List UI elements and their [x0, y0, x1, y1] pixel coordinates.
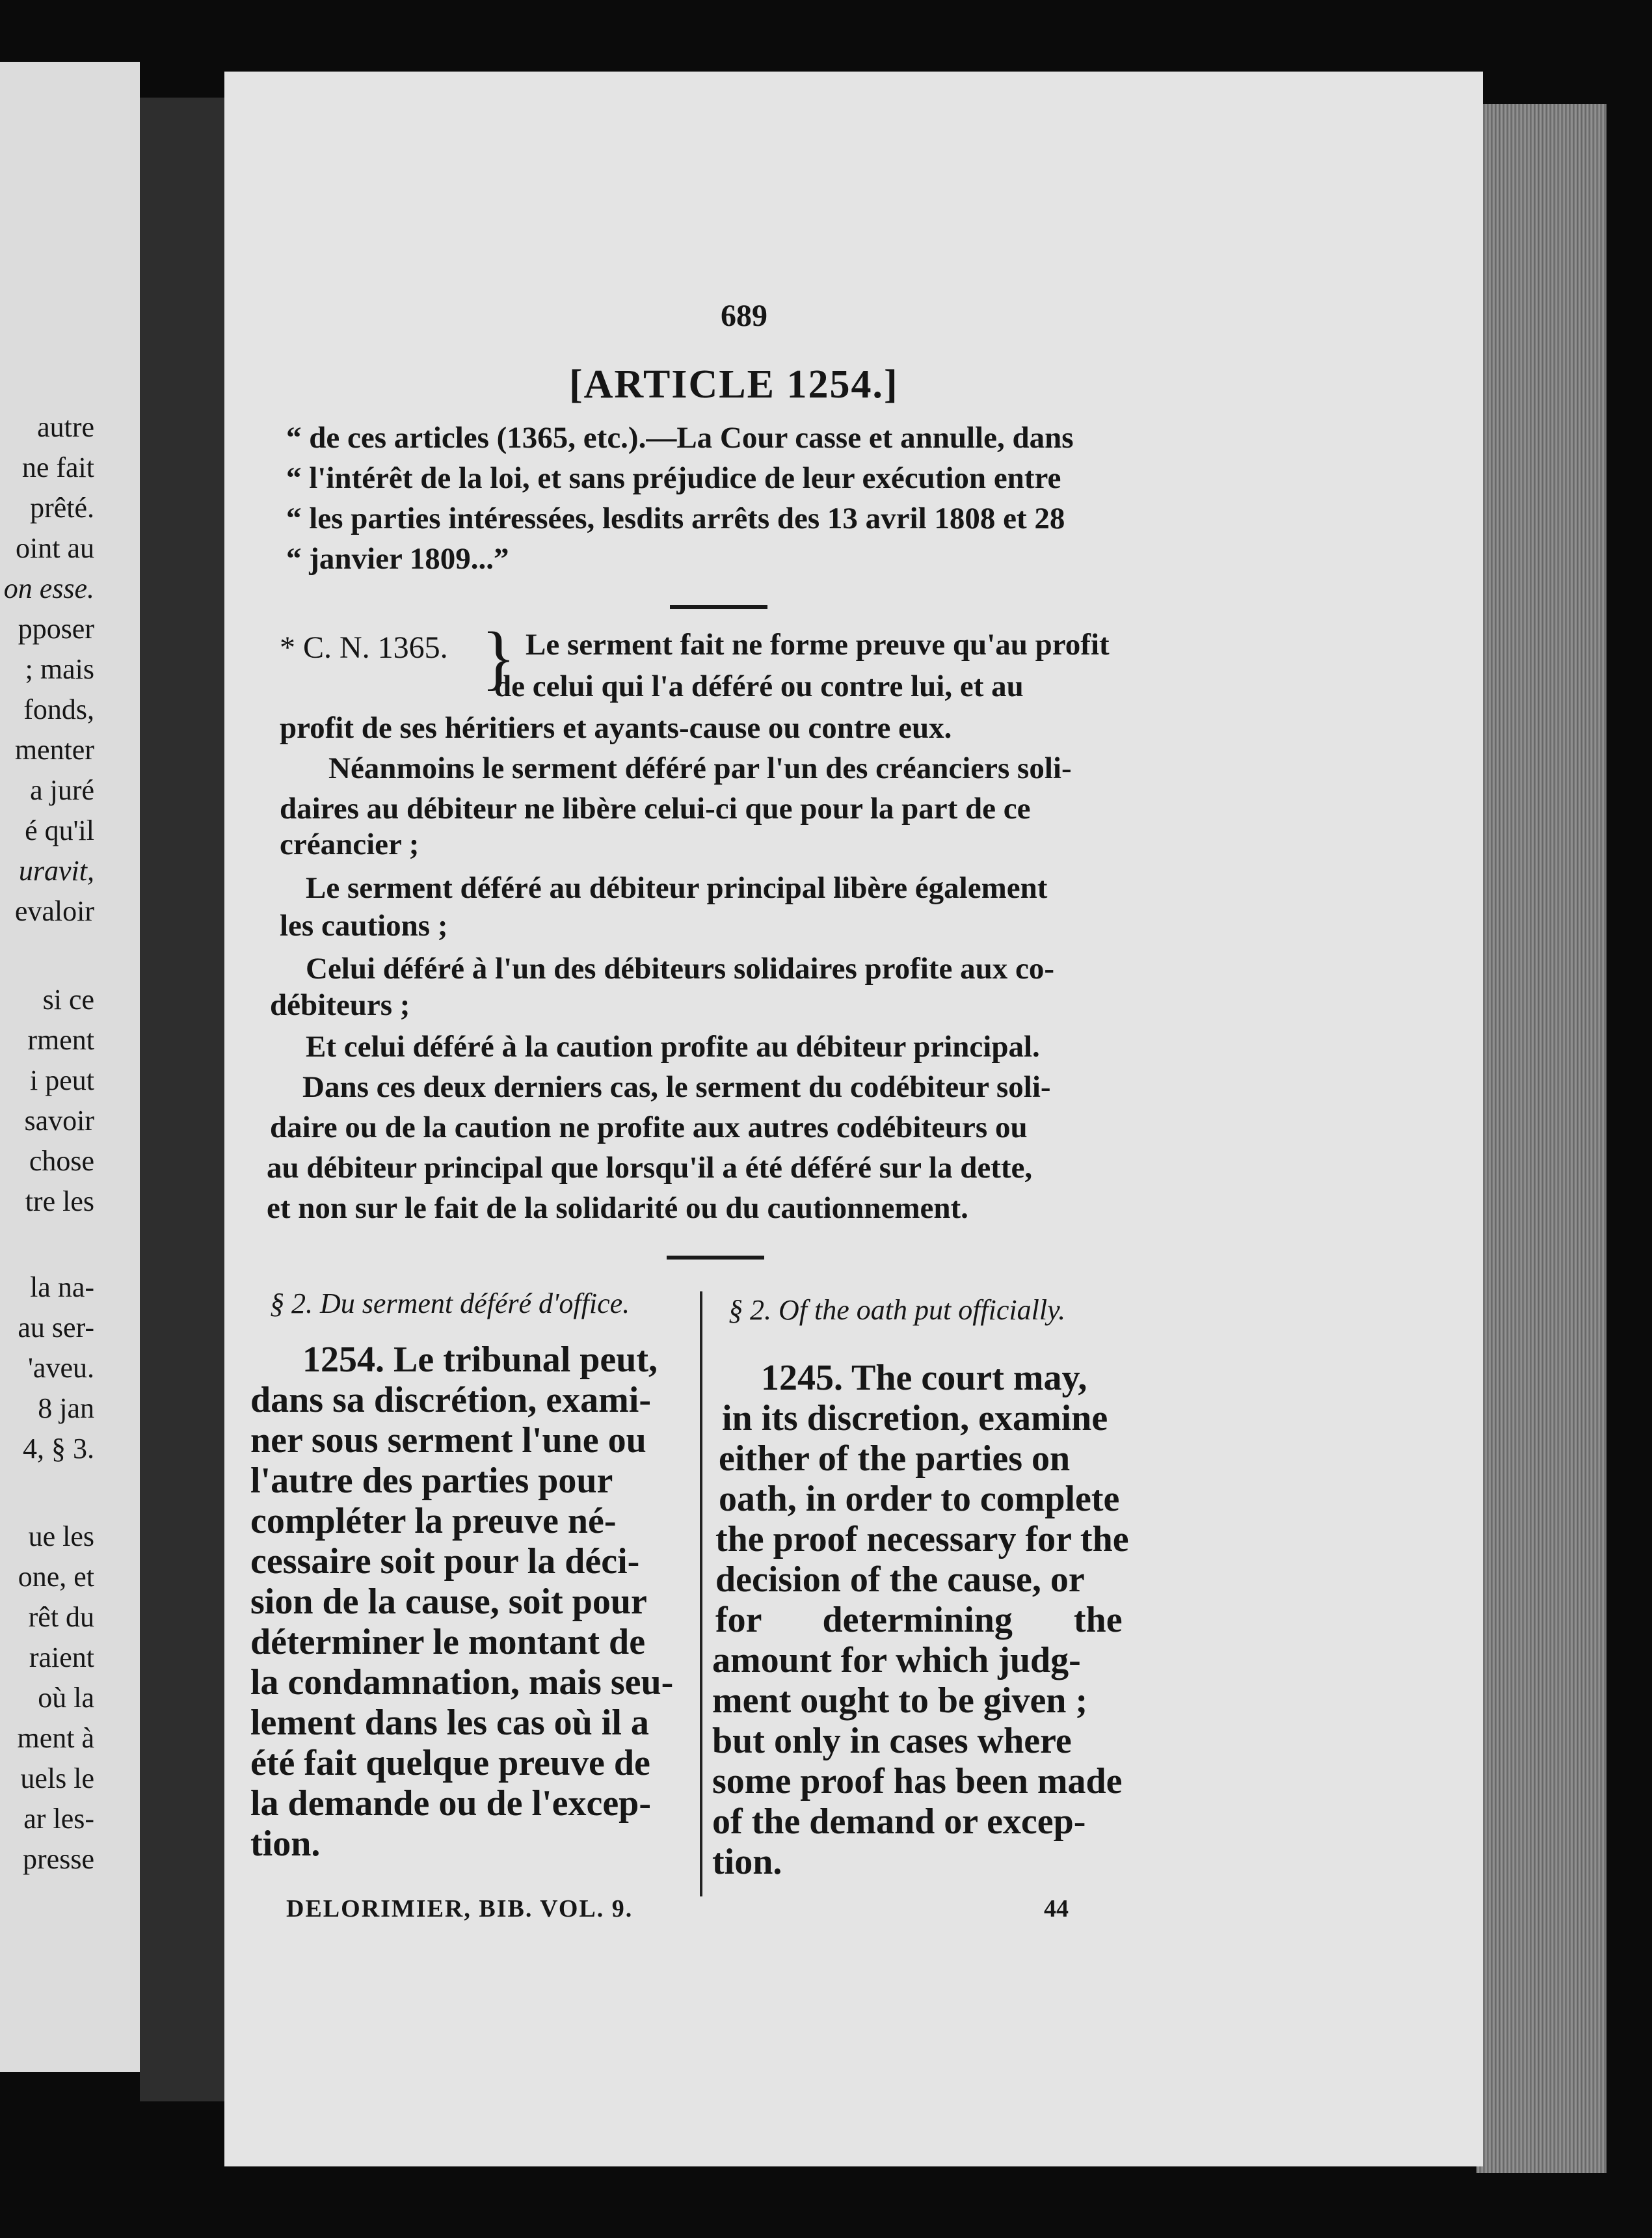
french-article-line: sion de la cause, soit pour: [250, 1582, 647, 1622]
code-line: Le serment fait ne forme preuve qu'au profit: [526, 628, 1110, 662]
code-line: Dans ces deux derniers cas, le serment du codébiteur soli-: [302, 1070, 1051, 1104]
book-gutter: [140, 98, 224, 2101]
left-page-line: prêté.: [30, 492, 94, 524]
quote-line: “ de ces articles (1365, etc.).—La Cour casse et annulle, dans: [286, 421, 1074, 455]
divider-rule: [670, 605, 767, 609]
code-line: profit de ses héritiers et ayants-cause ou contre eux.: [280, 711, 952, 745]
footer-signature-number: 44: [1044, 1895, 1069, 1922]
french-article-line: tion.: [250, 1824, 321, 1864]
french-article-line: ner sous serment l'une ou: [250, 1420, 646, 1461]
left-page-line: au ser-: [18, 1312, 94, 1343]
french-article-line: dans sa discrétion, exami-: [250, 1380, 651, 1420]
french-article-line: lement dans les cas où il a: [250, 1703, 649, 1743]
french-article-line: été fait quelque preuve de: [250, 1743, 650, 1783]
english-article-line: 1245. The court may,: [761, 1358, 1087, 1398]
left-page-fragment: [0, 62, 140, 2072]
code-line: débiteurs ;: [270, 988, 410, 1022]
french-article-line: cessaire soit pour la déci-: [250, 1541, 640, 1582]
left-page-line: one, et: [18, 1561, 94, 1593]
page-edge: [1476, 104, 1606, 2173]
left-page-line: fonds,: [23, 694, 94, 725]
left-page-line: on esse.: [3, 573, 94, 604]
left-page-line: 'aveu.: [28, 1352, 94, 1384]
left-page-line: rêt du: [28, 1601, 94, 1633]
french-article-line: la condamnation, mais seu-: [250, 1662, 674, 1703]
left-page-line: autre: [37, 411, 94, 443]
left-page-line: où la: [38, 1682, 94, 1714]
left-page-line: a juré: [30, 774, 94, 806]
french-article-line: la demande ou de l'excep-: [250, 1783, 651, 1824]
left-page-line: evaloir: [14, 895, 94, 927]
left-page-line: uravit,: [18, 855, 94, 887]
french-article-line: l'autre des parties pour: [250, 1461, 613, 1501]
english-article-line: in its discretion, examine: [722, 1398, 1108, 1438]
footer-volume: DELORIMIER, BIB. VOL. 9.: [286, 1895, 633, 1922]
left-page-line: ne fait: [21, 452, 94, 483]
english-article-line: for determining the: [715, 1600, 1123, 1640]
brace-icon: }: [481, 617, 516, 697]
code-line: les cautions ;: [280, 909, 448, 943]
left-page-line: la na-: [30, 1271, 94, 1303]
french-article-line: compléter la preuve né-: [250, 1501, 617, 1541]
french-section-heading: § 2. Du serment déféré d'office.: [270, 1288, 630, 1319]
left-page-line: pposer: [18, 613, 94, 645]
left-page-line: oint au: [16, 532, 94, 564]
quote-line: “ les parties intéressées, lesdits arrêts des 13 avril 1808 et 28: [286, 502, 1065, 535]
code-line: Et celui déféré à la caution profite au débiteur principal.: [306, 1030, 1040, 1064]
french-article-line: 1254. Le tribunal peut,: [302, 1340, 658, 1380]
left-page-line: tre les: [25, 1185, 94, 1217]
english-section-heading: § 2. Of the oath put officially.: [728, 1294, 1066, 1326]
english-article-line: but only in cases where: [712, 1721, 1072, 1761]
quote-line: “ l'intérêt de la loi, et sans préjudice de leur exécution entre: [286, 461, 1061, 495]
article-title: [ARTICLE 1254.]: [569, 362, 899, 407]
english-article-line: of the demand or excep-: [712, 1801, 1086, 1842]
left-page-line: si ce: [42, 984, 94, 1016]
english-article-line: oath, in order to complete: [719, 1479, 1120, 1519]
left-page-line: presse: [23, 1843, 94, 1875]
left-page-line: ; mais: [25, 653, 94, 685]
left-page-line: menter: [14, 734, 94, 766]
left-page-line: chose: [29, 1145, 94, 1177]
english-article-line: decision of the cause, or: [715, 1559, 1085, 1600]
left-page-line: ment à: [17, 1722, 94, 1754]
left-page-line: savoir: [24, 1105, 94, 1137]
left-page-line: 8 jan: [38, 1392, 94, 1424]
quote-line: “ janvier 1809...”: [286, 542, 509, 576]
left-page-line: 4, § 3.: [23, 1433, 94, 1464]
code-line: au débiteur principal que lorsqu'il a été déféré sur la dette,: [267, 1151, 1033, 1185]
code-line: daires au débiteur ne libère celui-ci que pour la part de ce: [280, 792, 1031, 826]
left-page-line: é qu'il: [25, 815, 94, 846]
english-article-line: amount for which judg-: [712, 1640, 1081, 1680]
french-article-line: déterminer le montant de: [250, 1622, 646, 1662]
english-article-line: tion.: [712, 1842, 782, 1882]
english-article-line: some proof has been made: [712, 1761, 1123, 1801]
left-page-line: ue les: [28, 1520, 94, 1552]
code-line: de celui qui l'a déféré ou contre lui, et au: [494, 669, 1024, 703]
divider-rule: [667, 1256, 764, 1260]
left-page-line: raient: [29, 1641, 94, 1673]
code-line: Le serment déféré au débiteur principal libère également: [306, 871, 1048, 905]
code-line: Celui déféré à l'un des débiteurs solidaires profite aux co-: [306, 952, 1055, 986]
code-line: daire ou de la caution ne profite aux autres codébiteurs ou: [270, 1111, 1028, 1144]
left-page-line: uels le: [20, 1762, 94, 1794]
english-article-line: ment ought to be given ;: [712, 1680, 1088, 1721]
left-page-line: ar les-: [23, 1803, 94, 1835]
code-line: créancier ;: [280, 828, 420, 861]
english-article-line: either of the parties on: [719, 1438, 1071, 1479]
code-line: Néanmoins le serment déféré par l'un des créanciers soli-: [328, 751, 1072, 785]
left-page-line: i peut: [30, 1064, 94, 1096]
left-page-line: rment: [27, 1024, 94, 1056]
column-divider: [700, 1291, 702, 1896]
english-article-line: the proof necessary for the: [715, 1519, 1129, 1559]
page-number: 689: [721, 299, 767, 333]
code-reference: * C. N. 1365.: [280, 630, 448, 665]
code-line: et non sur le fait de la solidarité ou du cautionnement.: [267, 1191, 968, 1225]
